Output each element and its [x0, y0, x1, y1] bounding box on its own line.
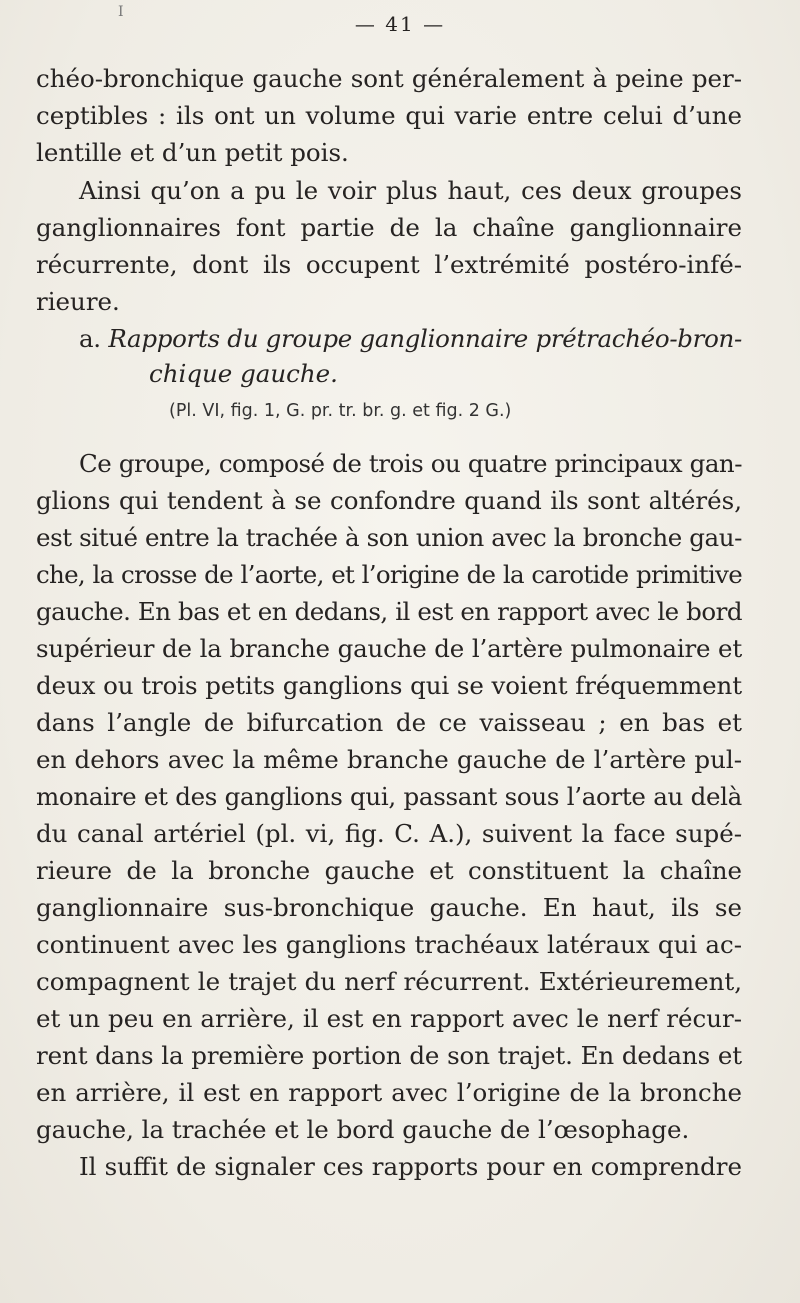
- paragraph-2: [36, 172, 742, 320]
- text-line: rieure.: [36, 287, 120, 316]
- paragraph-1: [36, 60, 742, 171]
- text-line: ganglionnaires font partie de la chaîne ganglionnaire: [36, 213, 742, 242]
- paragraph-3: [36, 445, 742, 1185]
- text-line: gauche, la trachée et le bord gauche de l’œsophage.: [36, 1115, 690, 1144]
- text-line: en dehors avec la même branche gauche de l’artère pul-: [36, 745, 742, 774]
- plate-reference: (Pl. VI, fig. 1, G. pr. tr. br. g. et fig. 2 G.): [169, 401, 512, 421]
- text-line: rieure de la bronche gauche et constituent la chaîne: [36, 856, 742, 885]
- text-line: du canal artériel (pl. vi, fig. C. A.), suivent la face supé-: [36, 819, 742, 848]
- text-line: Ainsi qu’on a pu le voir plus haut, ces deux groupes: [79, 176, 742, 205]
- text-line: dans l’angle de bifurcation de ce vaisseau ; en bas et: [36, 708, 742, 737]
- text-line: supérieur de la branche gauche de l’artère pulmonaire et: [36, 634, 742, 663]
- section-heading: [36, 320, 742, 390]
- section-title: Rapports du groupe ganglionnaire prétrachéo-bron-: [108, 324, 742, 353]
- text-line: rent dans la première portion de son trajet. En dedans et: [36, 1041, 742, 1070]
- section-title-line-1: [36, 320, 742, 355]
- text-line: gauche. En bas et en dedans, il est en rapport avec le bord: [36, 597, 742, 626]
- margin-mark: I: [118, 4, 124, 20]
- text-line: che, la crosse de l’aorte, et l’origine de la carotide primitive: [36, 560, 742, 589]
- text-line: monaire et des ganglions qui, passant sous l’aorte au delà: [36, 782, 742, 811]
- text-line: chéo-bronchique gauche sont généralement à peine per-: [36, 64, 742, 93]
- text-line: ceptibles : ils ont un volume qui varie entre celui d’une: [36, 101, 742, 130]
- text-line: récurrente, dont ils occupent l’extrémité postéro-infé-: [36, 250, 742, 279]
- text-line: ganglionnaire sus-bronchique gauche. En haut, ils se: [36, 893, 742, 922]
- text-line: Il suffit de signaler ces rapports pour en comprendre: [79, 1152, 742, 1181]
- text-line: glions qui tendent à se confondre quand ils sont altérés,: [36, 486, 742, 515]
- text-line: est situé entre la trachée à son union avec la bronche gau-: [36, 523, 742, 552]
- text-line: en arrière, il est en rapport avec l’origine de la bronche: [36, 1078, 742, 1107]
- section-label: a.: [79, 324, 101, 353]
- text-line: lentille et d’un petit pois.: [36, 138, 349, 167]
- page-number: — 41 —: [354, 12, 446, 36]
- text-line: continuent avec les ganglions trachéaux latéraux qui ac-: [36, 930, 742, 959]
- section-title-line-2: chique gauche.: [149, 359, 338, 388]
- text-line: deux ou trois petits ganglions qui se voient fréquemment: [36, 671, 742, 700]
- text-line: compagnent le trajet du nerf récurrent. Extérieurement,: [36, 967, 742, 996]
- text-line: Ce groupe, composé de trois ou quatre principaux gan-: [79, 449, 742, 478]
- text-line: et un peu en arrière, il est en rapport avec le nerf récur-: [36, 1004, 742, 1033]
